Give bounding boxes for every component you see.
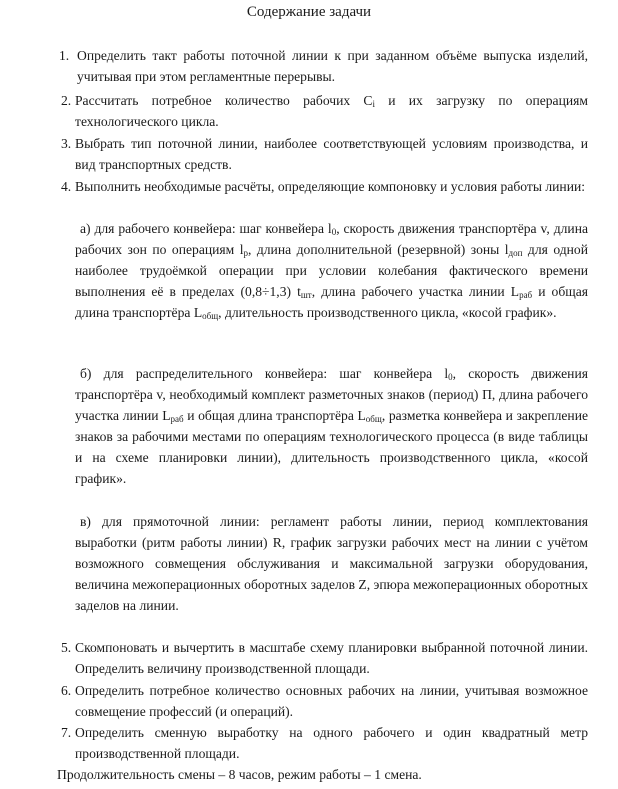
item-5-text: Скомпоновать и вычертить в масштабе схему планировки выбранной поточной линии. Определить величину производственной площади. xyxy=(75,640,588,676)
item-7-text: Определить сменную выработку на одного рабочего и один квадратный метр производственной площади. xyxy=(75,725,588,761)
footer-note: Продолжительность смены – 8 часов, режим работы – 1 смена. xyxy=(57,767,422,782)
item-4b-text: б) для распределительного конвейера: шаг конвейера $l_0$, скорость движения транспортёра v, необходимый комплект разметочных знаков (период) П, длина рабочего участка линии $L_{раб}$ и общая длина транспортёра $L_{общ}$, разметка конвейера и закрепление знаков за рабочими местами по операциям технологического процесса (в виде таблицы и на схеме планировки линии), длительность производственного цикла, «косой график». xyxy=(75,366,589,486)
item-4-text: Выполнить необходимые расчёты, определяющие компоновку и условия работы линии: xyxy=(75,179,586,194)
item-1-number: 1. xyxy=(59,48,70,63)
item-6-text: Определить потребное количество основных рабочих на линии, учитывая возможное совмещение профессий (и операций). xyxy=(75,683,588,719)
item-7-number: 7. xyxy=(61,725,72,740)
item-4v-text: в) для прямоточной линии: регламент работы линии, период комплектования выработки (ритм работы линии) R, график загрузки рабочих мест на линии с учётом возможного совмещения обслуживания и максимальной загрузки оборудования, величина межоперационных оборотных заделов Z, эпюра межоперационных оборотных заделов на линии. xyxy=(75,514,588,613)
item-4-number: 4. xyxy=(61,179,72,194)
item-1-text: Определить такт работы поточной линии к при заданном объёме выпуска изделий, учитывая при этом регламентные перерывы. xyxy=(77,48,588,84)
item-5-number: 5. xyxy=(61,640,72,655)
item-4a-text: а) для рабочего конвейера: шаг конвейера $l_0$, скорость движения транспортёра v, длина рабочих зон по операциям $l_р$, длина дополнительной (резервной) зоны $l_{доп}$ для одной наиболее трудоёмкой операции при условии колебания фактического времени выполнения её в пределах (0,8÷1,3) $t_{шт}$, длина рабочего участка линии $L_{раб}$ и общая длина транспортёра $L_{общ}$, длительность производственного цикла, «косой график». xyxy=(75,221,589,321)
item-3-text: Выбрать тип поточной линии, наиболее соответствующей условиям производства, и вид транспортных средств. xyxy=(75,136,588,172)
item-2-number: 2. xyxy=(61,93,72,108)
page-title: Содержание задачи xyxy=(246,4,372,20)
item-3-number: 3. xyxy=(61,136,72,151)
item-6-number: 6. xyxy=(61,683,72,698)
item-2-text: Рассчитать потребное количество рабочих $C_i$ и их загрузку по операциям технологического цикла. xyxy=(75,93,588,129)
